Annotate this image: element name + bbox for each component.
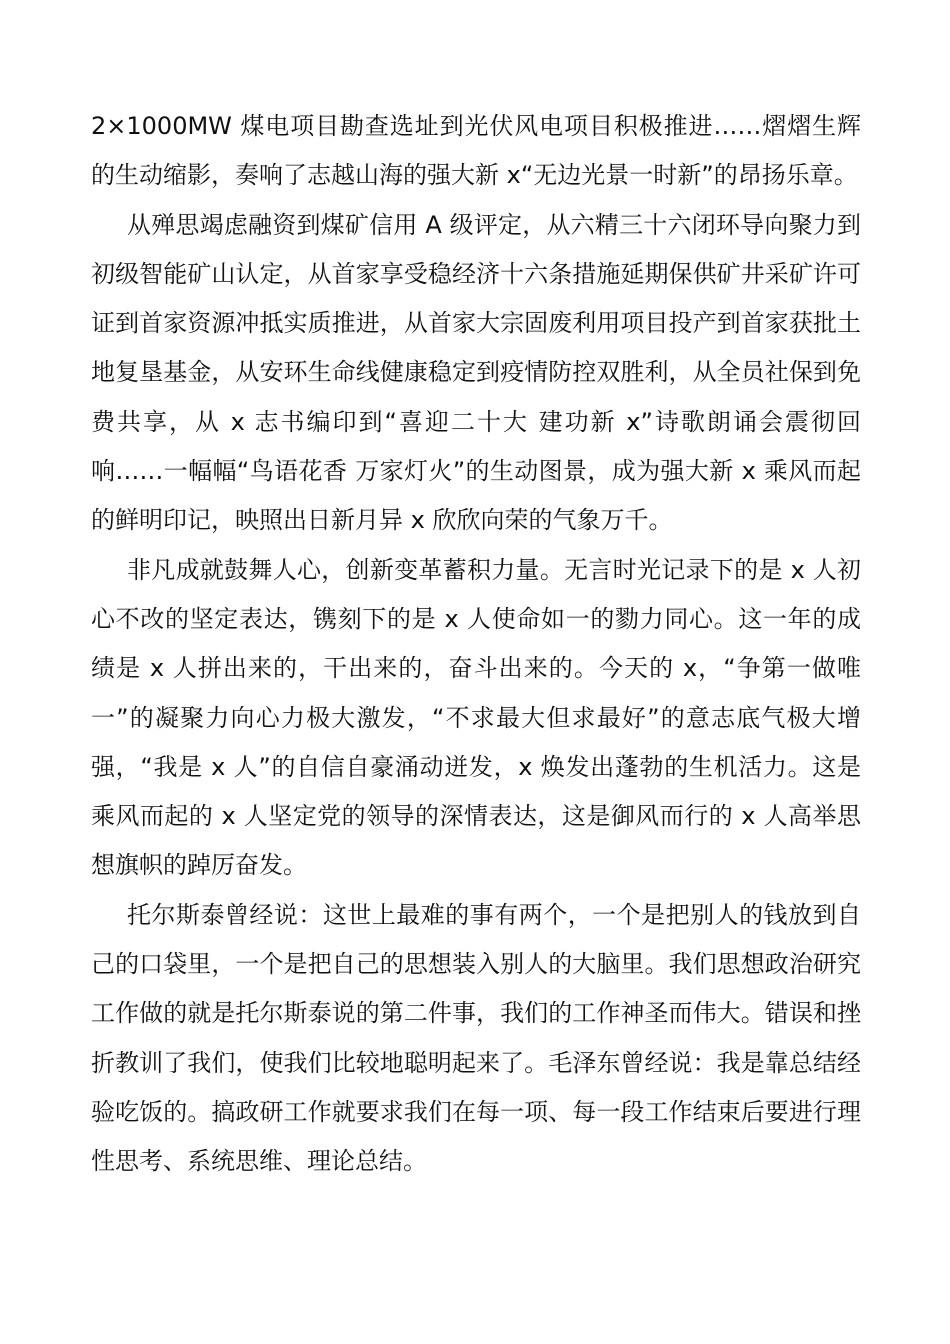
- paragraph-achievements: 从殚思竭虑融资到煤矿信用 A 级评定，从六精三十六闭环导向聚力到初级智能矿山认定，从首家享受稳经济十六条措施延期保供矿井采矿许可证到首家资源冲抵实质推进，从首家大宗固废利用项目投产到首家获批土地复垦基金，从安环生命线健康稳定到疫情防控双胜利，从全员社保到免费共享，从 x 志书编印到“喜迎二十大 建功新 x”诗歌朗诵会震彻回响……一幅幅“鸟语花香 万家灯火”的生动图景，成为强大新 x 乘风而起的鲜明印记，映照出日新月异 x 欣欣向荣的气象万千。: [91, 210, 861, 535]
- paragraph-continuation: 2×1000MW 煤电项目勘查选址到光伏风电项目积极推进……熠熠生辉的生动缩影，奏响了志越山海的强大新 x“无边光景一时新”的昂扬乐章。: [91, 112, 861, 190]
- body-text: [91, 102, 861, 1187]
- paragraph-tolstoy: 托尔斯泰曾经说：这世上最难的事有两个，一个是把别人的钱放到自己的口袋里，一个是把自己的思想装入别人的大脑里。我们思想政治研究工作做的就是托尔斯泰说的第二件事，我们的工作神圣而伟大。错误和挫折教训了我们，使我们比较地聪明起来了。毛泽东曾经说：我是靠总结经验吃饭的。搞政研工作就要求我们在每一项、每一段工作结束后要进行理性思考、系统思维、理论总结。: [91, 900, 861, 1176]
- paragraph-inspiration: 非凡成就鼓舞人心，创新变革蓄积力量。无言时光记录下的是 x 人初心不改的坚定表达，镌刻下的是 x 人使命如一的勠力同心。这一年的成绩是 x 人拼出来的，干出来的，奋斗出来的。今天的 x，“争第一做唯一”的凝聚力向心力极大激发，“不求最大但求最好”的意志底气极大增强，“我是 x 人”的自信自豪涌动迸发，x 焕发出蓬勃的生机活力。这是乘风而起的 x 人坚定党的领导的深情表达，这是御风而行的 x 人高举思想旗帜的踔厉奋发。: [91, 555, 861, 880]
